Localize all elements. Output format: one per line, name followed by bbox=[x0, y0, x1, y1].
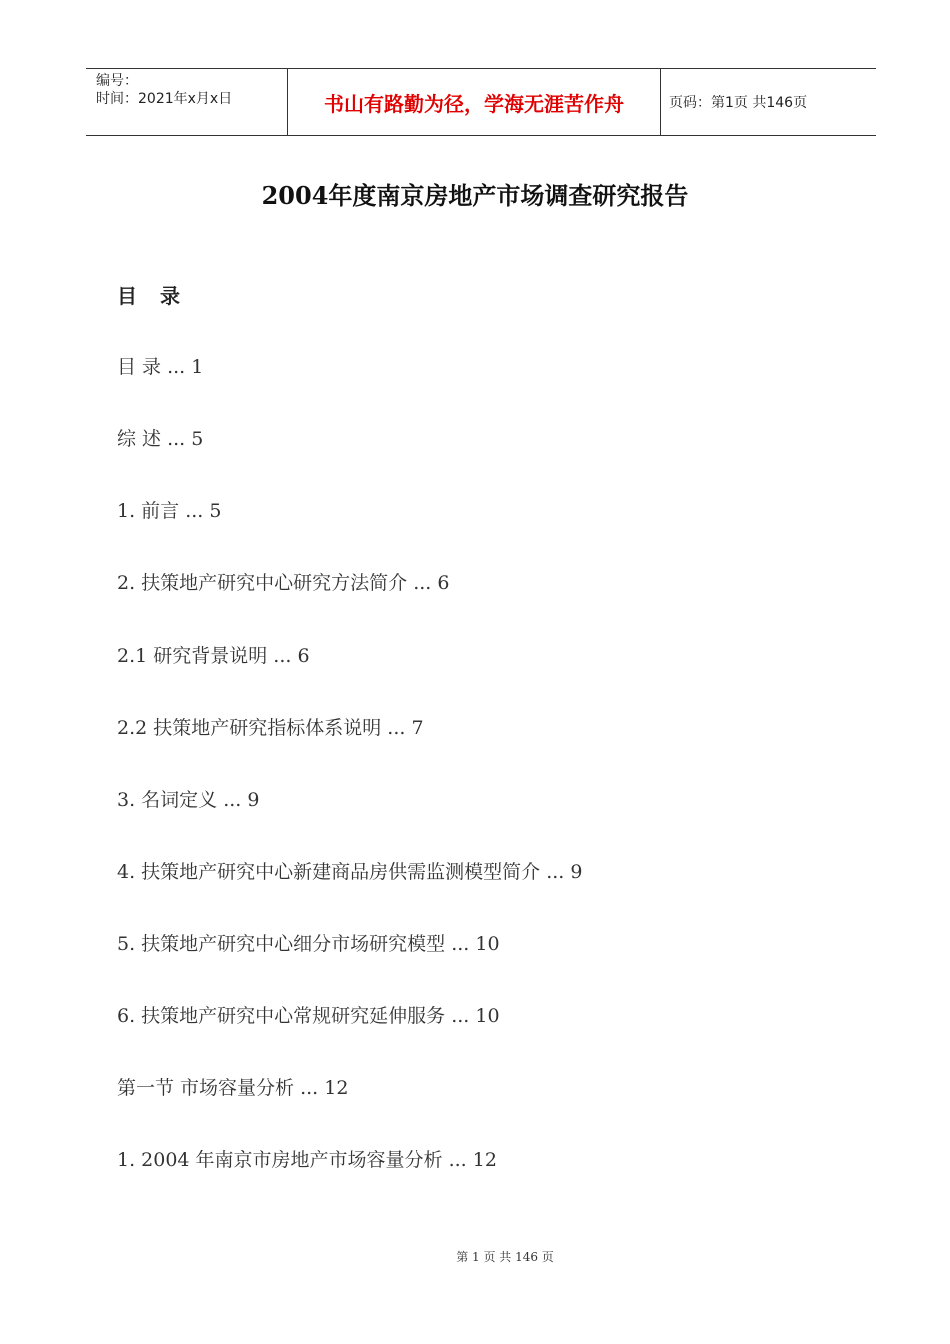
toc-item[interactable]: 4. 扶策地产研究中心新建商品房供需监测模型简介 ... 9 bbox=[117, 861, 583, 883]
toc-item[interactable]: 3. 名词定义 ... 9 bbox=[117, 789, 260, 811]
page-footer: 第 1 页 共 146 页 bbox=[456, 1250, 554, 1264]
header-page-info: 页码：第1页 共146页 bbox=[669, 95, 808, 111]
toc-item[interactable]: 综 述 ... 5 bbox=[117, 428, 204, 450]
header-meta bbox=[86, 69, 288, 135]
toc-item[interactable]: 5. 扶策地产研究中心细分市场研究模型 ... 10 bbox=[117, 933, 500, 955]
toc-heading: 目 录 bbox=[117, 284, 188, 308]
toc-item[interactable]: 2. 扶策地产研究中心研究方法简介 ... 6 bbox=[117, 572, 450, 594]
date-label: 时间：2021年x月x日 bbox=[96, 91, 233, 107]
header-motto: 书山有路勤为径，学海无涯苦作舟 bbox=[288, 69, 661, 135]
toc-item[interactable]: 6. 扶策地产研究中心常规研究延伸服务 ... 10 bbox=[117, 1005, 500, 1027]
toc-item[interactable]: 2.2 扶策地产研究指标体系说明 ... 7 bbox=[117, 717, 424, 739]
toc-item[interactable]: 第一节 市场容量分析 ... 12 bbox=[117, 1077, 349, 1099]
toc-item[interactable]: 1. 2004 年南京市房地产市场容量分析 ... 12 bbox=[117, 1149, 497, 1171]
document-title: 2004年度南京房地产市场调查研究报告 bbox=[261, 181, 689, 210]
id-label: 编号： bbox=[96, 73, 138, 89]
toc-item[interactable]: 2.1 研究背景说明 ... 6 bbox=[117, 645, 310, 667]
page-header bbox=[86, 68, 876, 136]
toc-item[interactable]: 目 录 ... 1 bbox=[117, 356, 204, 378]
toc-item[interactable]: 1. 前言 ... 5 bbox=[117, 500, 222, 522]
